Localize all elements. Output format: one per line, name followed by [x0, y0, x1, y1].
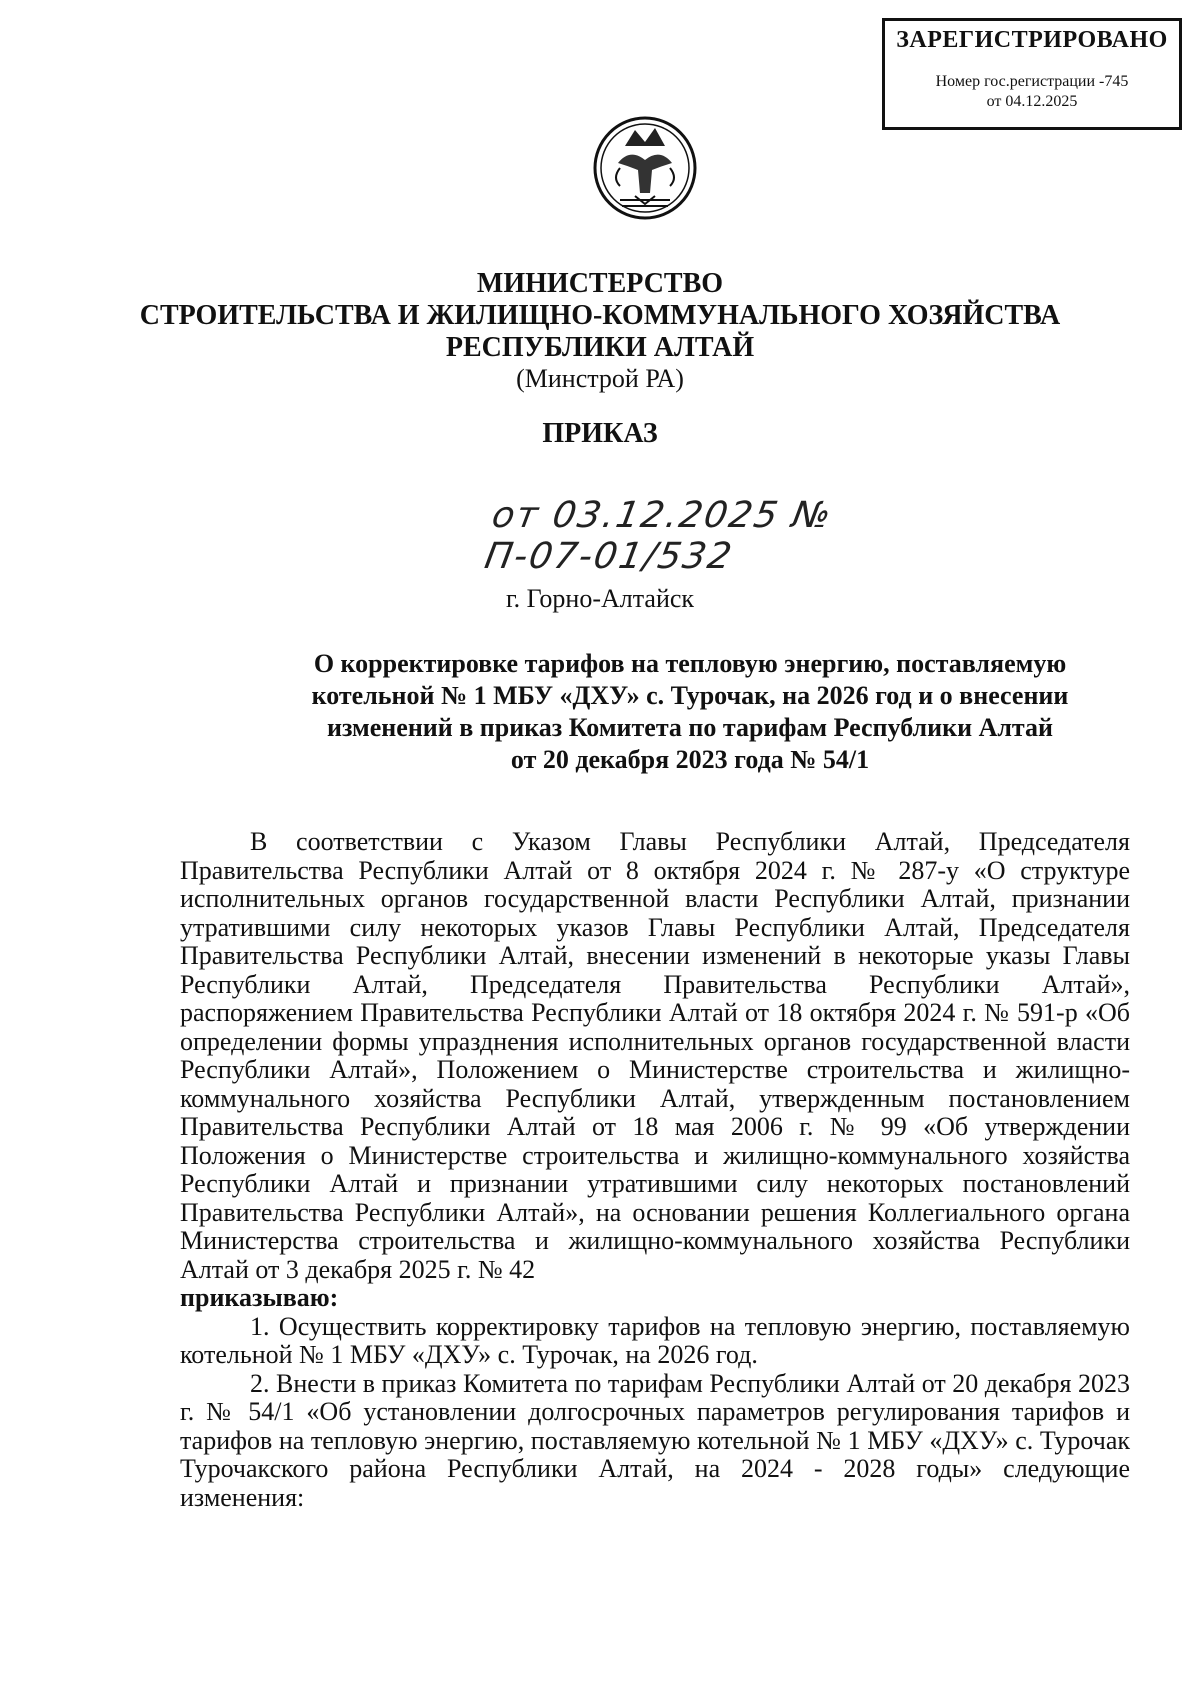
stamp-reg-number: Номер гос.регистрации -745	[935, 73, 1129, 90]
preamble-paragraph: В соответствии с Указом Главы Республики Алтай, Председателя Правительства Республики Алтай от 8 октября 2024 г. № 287-у «О структуре исполнительных органов государственной власти Республики Алтай, признании утратившими силу некоторых указов Главы Республики Алтай, Председателя Правительства Республики Алтай, внесении изменений в некоторые указы Главы Республики Алтай, Председателя Правительства Республики Алтай», распоряжением Правительства Республики Алтай от 18 октября 2024 г. № 591-р «Об определении формы упразднения исполнительных органов государственной власти Республики Алтай», Положением о Министерстве строительства и жилищно-коммунального хозяйства Республики Алтай, утвержденным постановлением Правительства Республики Алтай от 18 мая 2006 г. № 99 «Об утверждении Положения о Министерстве строительства и жилищно-коммунального хозяйства Республики Алтай и признании утратившими силу некоторых постановлений Правительства Республики Алтай», на основании решения Коллегиального органа Министерства строительства и жилищно-коммунального хозяйства Республики Алтай от 3 декабря 2025 г. № 42	[180, 827, 1130, 1284]
subject-line: котельной № 1 МБУ «ДХУ» с. Турочак, на 2026 год и о внесении	[311, 681, 1069, 710]
stamp-title: ЗАРЕГИСТРИРОВАНО	[896, 27, 1168, 53]
subject-line: О корректировке тарифов на тепловую энергию, поставляемую	[313, 649, 1067, 678]
document-type-title: ПРИКАЗ	[542, 418, 658, 449]
order-item-2: 2. Внести в приказ Комитета по тарифам Республики Алтай от 20 декабря 2023 г. № 54/1 «Об установлении долгосрочных параметров регулирования тарифов и тарифов на тепловую энергию, поставляемую котельной № 1 МБУ «ДХУ» с. Турочак Турочакского района Республики Алтай, на 2024 - 2028 годы» следующие изменения:	[180, 1368, 1130, 1512]
subject-line: от 20 декабря 2023 года № 54/1	[510, 745, 870, 774]
ministry-name-line-1: МИНИСТЕРСТВО	[476, 268, 724, 299]
stamp-reg-date: от 04.12.2025	[986, 93, 1078, 110]
handwritten-date-number: от 03.12.2025 № П-07-01/532	[481, 495, 836, 577]
coat-of-arms-icon	[590, 108, 700, 228]
ministry-name-line-2: СТРОИТЕЛЬСТВА И ЖИЛИЩНО-КОММУНАЛЬНОГО ХОЗЯЙСТВА	[139, 300, 1061, 331]
registration-stamp	[882, 18, 1182, 130]
order-keyword: приказываю:	[180, 1283, 339, 1312]
ministry-name-line-3: РЕСПУБЛИКИ АЛТАЙ	[445, 332, 755, 363]
subject-line: изменений в приказ Комитета по тарифам Республики Алтай	[326, 713, 1054, 742]
ministry-abbreviation: (Минстрой РА)	[516, 364, 684, 393]
order-subject	[240, 648, 1140, 776]
order-body	[180, 828, 1130, 1512]
issue-city: г. Горно-Алтайск	[505, 584, 695, 613]
order-item-1: 1. Осуществить корректировку тарифов на тепловую энергию, поставляемую котельной № 1 МБУ «ДХУ» с. Турочак, на 2026 год.	[180, 1311, 1130, 1369]
